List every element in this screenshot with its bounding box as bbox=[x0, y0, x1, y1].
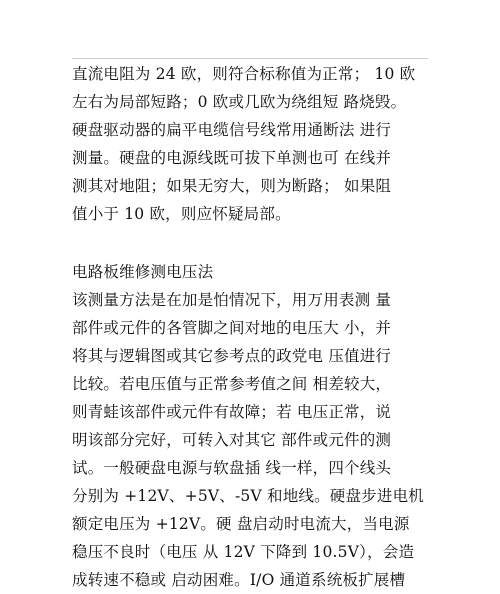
section-voltage-method bbox=[72, 258, 432, 594]
text-line: 试。一般硬盘电源与软盘插 线一样，四个线头 bbox=[72, 459, 392, 477]
text-line: 测其对地阻；如果无穷大，则为断路； 如果阻 bbox=[72, 177, 392, 195]
text-line: 比较。若电压值与正常参考值之间 相差较大， bbox=[72, 375, 392, 393]
text-line: 成转速不稳或 启动困难。I/O 通道系统板扩展槽 bbox=[72, 571, 406, 589]
text-line: 测量。硬盘的电源线既可拔下单测也可 在线并 bbox=[72, 149, 392, 167]
text-line: 将其与逻辑图或其它参考点的政党电 压值进行 bbox=[72, 347, 392, 365]
text-line: 明该部分完好，可转入对其它 部件或元件的测 bbox=[72, 431, 392, 449]
top-divider bbox=[72, 58, 428, 59]
text-line: 部件或元件的各管脚之间对地的电压大 小，并 bbox=[72, 319, 392, 337]
text-line: 稳压不良时（电压 从 12V 下降到 10.5V），会造 bbox=[72, 543, 415, 561]
text-line: 额定电压为 +12V。硬 盘启动时电流大，当电源 bbox=[72, 515, 410, 533]
text-line: 该测量方法是在加是怕情况下，用万用表测 量 bbox=[72, 291, 392, 309]
section-heading: 电路板维修测电压法 bbox=[72, 263, 214, 281]
text-line: 直流电阻为 24 欧，则符合标称值为正常； 10 欧 bbox=[72, 65, 416, 83]
text-line: 左右为局部短路；0 欧或几欧为绕组短 路烧毁。 bbox=[72, 93, 407, 111]
text-line: 值小于 10 欧，则应怀疑局部。 bbox=[72, 205, 291, 223]
text-line: 硬盘驱动器的扁平电缆信号线常用通断法 进行 bbox=[72, 121, 392, 139]
paragraph-resistance bbox=[72, 60, 432, 228]
text-line: 分别为 +12V、+5V、-5V 和地线。硬盘步进电机 bbox=[72, 487, 424, 505]
text-line: 则青蛙该部件或元件有故障；若 电压正常，说 bbox=[72, 403, 392, 421]
